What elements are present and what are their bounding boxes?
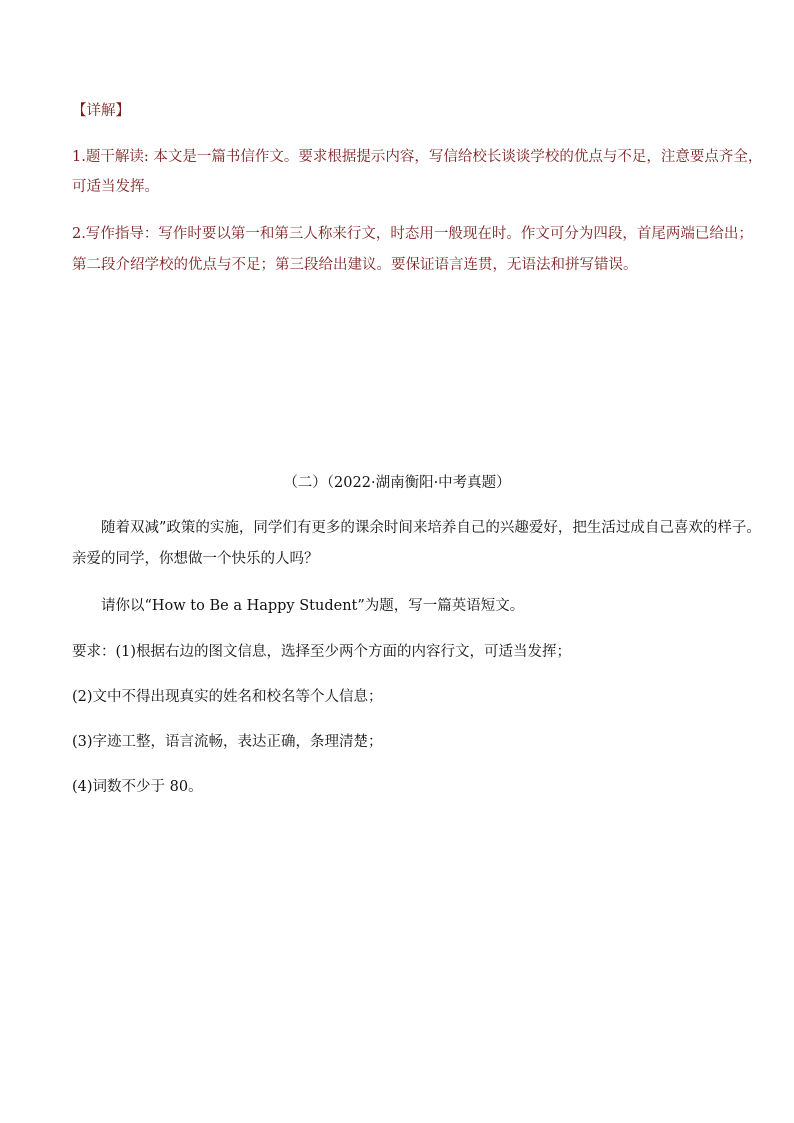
- explanation-point2-line1: 2.写作指导：写作时要以第一和第三人称来行文，时态用一般现在时。作文可分为四段，首尾两端已给出；: [72, 226, 753, 242]
- question-intro-line2: 亲爱的同学，你想做一个快乐的人吗？: [72, 551, 319, 567]
- explanation-point2-line2: 第二段介绍学校的优点与不足；第三段给出建议。要保证语言连贯，无语法和拼写错误。: [72, 257, 638, 273]
- question-task: 请你以“How to Be a Happy Student”为题，写一篇英语短文。: [101, 598, 525, 614]
- requirement-2: (2)文中不得出现真实的姓名和校名等个人信息；: [72, 689, 383, 705]
- explanation-heading: 【详解】: [72, 103, 130, 119]
- requirement-3: (3)字迹工整，语言流畅，表达正确，条理清楚；: [72, 734, 383, 750]
- explanation-point1-line1: 1.题干解读: 本文是一篇书信作文。要求根据提示内容，写信给校长谈谈学校的优点与不足，注意要点齐全，: [72, 149, 763, 165]
- requirement-4: (4)词数不少于 80。: [72, 779, 203, 795]
- question-intro-line1: 随着双减”政策的实施，同学们有更多的课余时间来培养自己的兴趣爱好，把生活过成自己喜欢的样子。: [101, 520, 761, 536]
- requirement-1: 要求：(1)根据右边的图文信息，选择至少两个方面的内容行文，可适当发挥；: [72, 644, 572, 660]
- explanation-point1-line2: 可适当发挥。: [72, 179, 159, 195]
- question-title: （二）（2022·湖南衡阳·中考真题）: [283, 475, 511, 491]
